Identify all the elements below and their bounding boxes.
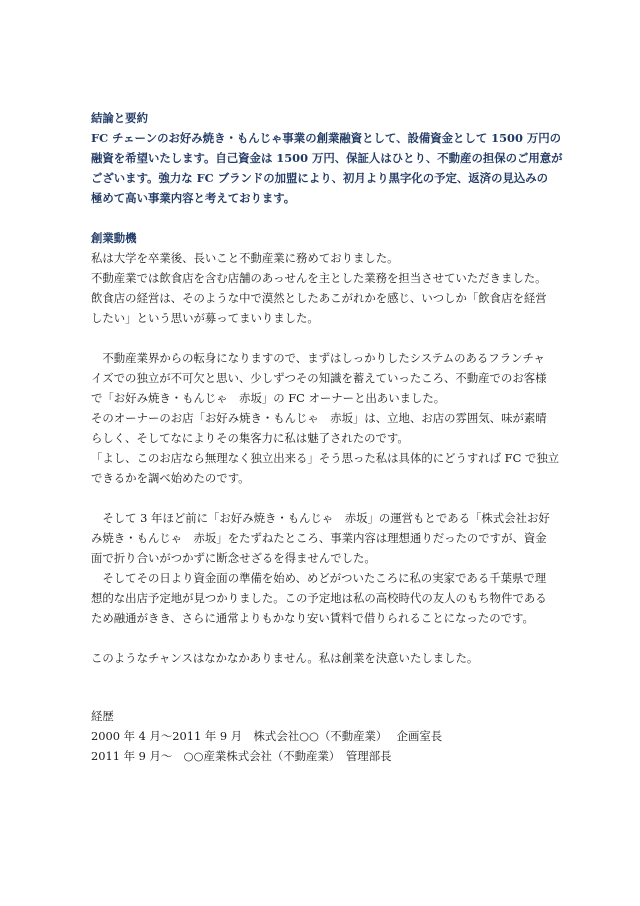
motivation-section	[91, 228, 559, 668]
paragraph-line: イズでの独立が不可欠と思い、少しずつその知識を蓄えていったころ、不動産でのお客様	[91, 371, 547, 385]
summary-line: FC チェーンのお好み焼き・もんじゃ事業の創業融資として、設備資金として 1500 万円の	[91, 131, 562, 145]
summary-heading: 結論と要約	[91, 111, 148, 125]
career-entry: 2011 年 9 月～ ○○産業株式会社（不動産業） 管理部長	[91, 749, 392, 763]
paragraph-line: 想的な出店予定地が見つかりました。この予定地は私の高校時代の友人のもち物件である	[91, 591, 547, 605]
paragraph-line: できるかを調べ始めたのです。	[91, 471, 250, 485]
document-body	[91, 108, 563, 766]
spacer	[91, 208, 559, 228]
paragraph-line: このようなチャンスはなかなかありません。私は創業を決意いたしました。	[91, 651, 479, 665]
spacer	[91, 668, 559, 706]
paragraph-line: 飲食店の経営は、そのような中で漠然としたあこがれかを感じ、いつしか「飲食店を経営	[91, 291, 547, 305]
paragraph-line: 「よし、このお店なら無理なく独立出来る」そう思った私は具体的にどうすれば FC で独立	[91, 451, 560, 465]
career-heading: 経歴	[91, 709, 114, 723]
paragraph-line: 私は大学を卒業後、長いこと不動産業に務めておりました。	[91, 251, 399, 265]
paragraph-line: そしてその日より資金面の準備を始め、めどがついたころに私の実家である千葉県で理	[91, 571, 547, 585]
paragraph-line: そのオーナーのお店「お好み焼き・もんじゃ 赤坂」は、立地、お店の雰囲気、味が素晴	[91, 411, 547, 425]
paragraph-line: そして 3 年ほど前に「お好み焼き・もんじゃ 赤坂」の運営もとである「株式会社お好	[91, 511, 550, 525]
motivation-heading: 創業動機	[91, 231, 137, 245]
paragraph-line: 不動産業界からの転身になりますので、まずはしっかりしたシステムのあるフランチャ	[91, 351, 545, 365]
paragraph-line: 不動産業では飲食店を含む店舗のあっせんを主とした業務を担当させていただきました。	[91, 271, 547, 285]
summary-line: 極めて高い事業内容と考えております。	[91, 191, 296, 205]
paragraph-line: み焼き・もんじゃ 赤坂」をたずねたところ、事業内容は理想通りだったのですが、資金	[91, 531, 547, 545]
paragraph-line: したい」という思いが募ってまいりました。	[91, 311, 319, 325]
spacer	[91, 328, 559, 348]
summary-line: ございます。強力な FC ブランドの加盟により、初月より黒字化の予定、返済の見込みの	[91, 171, 549, 185]
spacer	[91, 628, 559, 648]
summary-section	[91, 108, 563, 208]
career-section	[91, 706, 559, 766]
paragraph-line: で「お好み焼き・もんじゃ 赤坂」の FC オーナーと出あいました。	[91, 391, 446, 405]
summary-line: 融資を希望いたします。自己資金は 1500 万円、保証人はひとり、不動産の担保のご用意が	[91, 151, 563, 165]
spacer	[91, 488, 559, 508]
paragraph-line: ため融通がきき、さらに通常よりもかなり安い賃料で借りられることになったのです。	[91, 611, 534, 625]
paragraph-line: 面で折り合いがつかずに断念せざるを得ませんでした。	[91, 551, 376, 565]
career-entry: 2000 年 4 月～2011 年 9 月 株式会社○○（不動産業） 企画室長	[91, 729, 443, 743]
paragraph-line: らしく、そしてなによりその集客力に私は魅了されたのです。	[91, 431, 409, 445]
